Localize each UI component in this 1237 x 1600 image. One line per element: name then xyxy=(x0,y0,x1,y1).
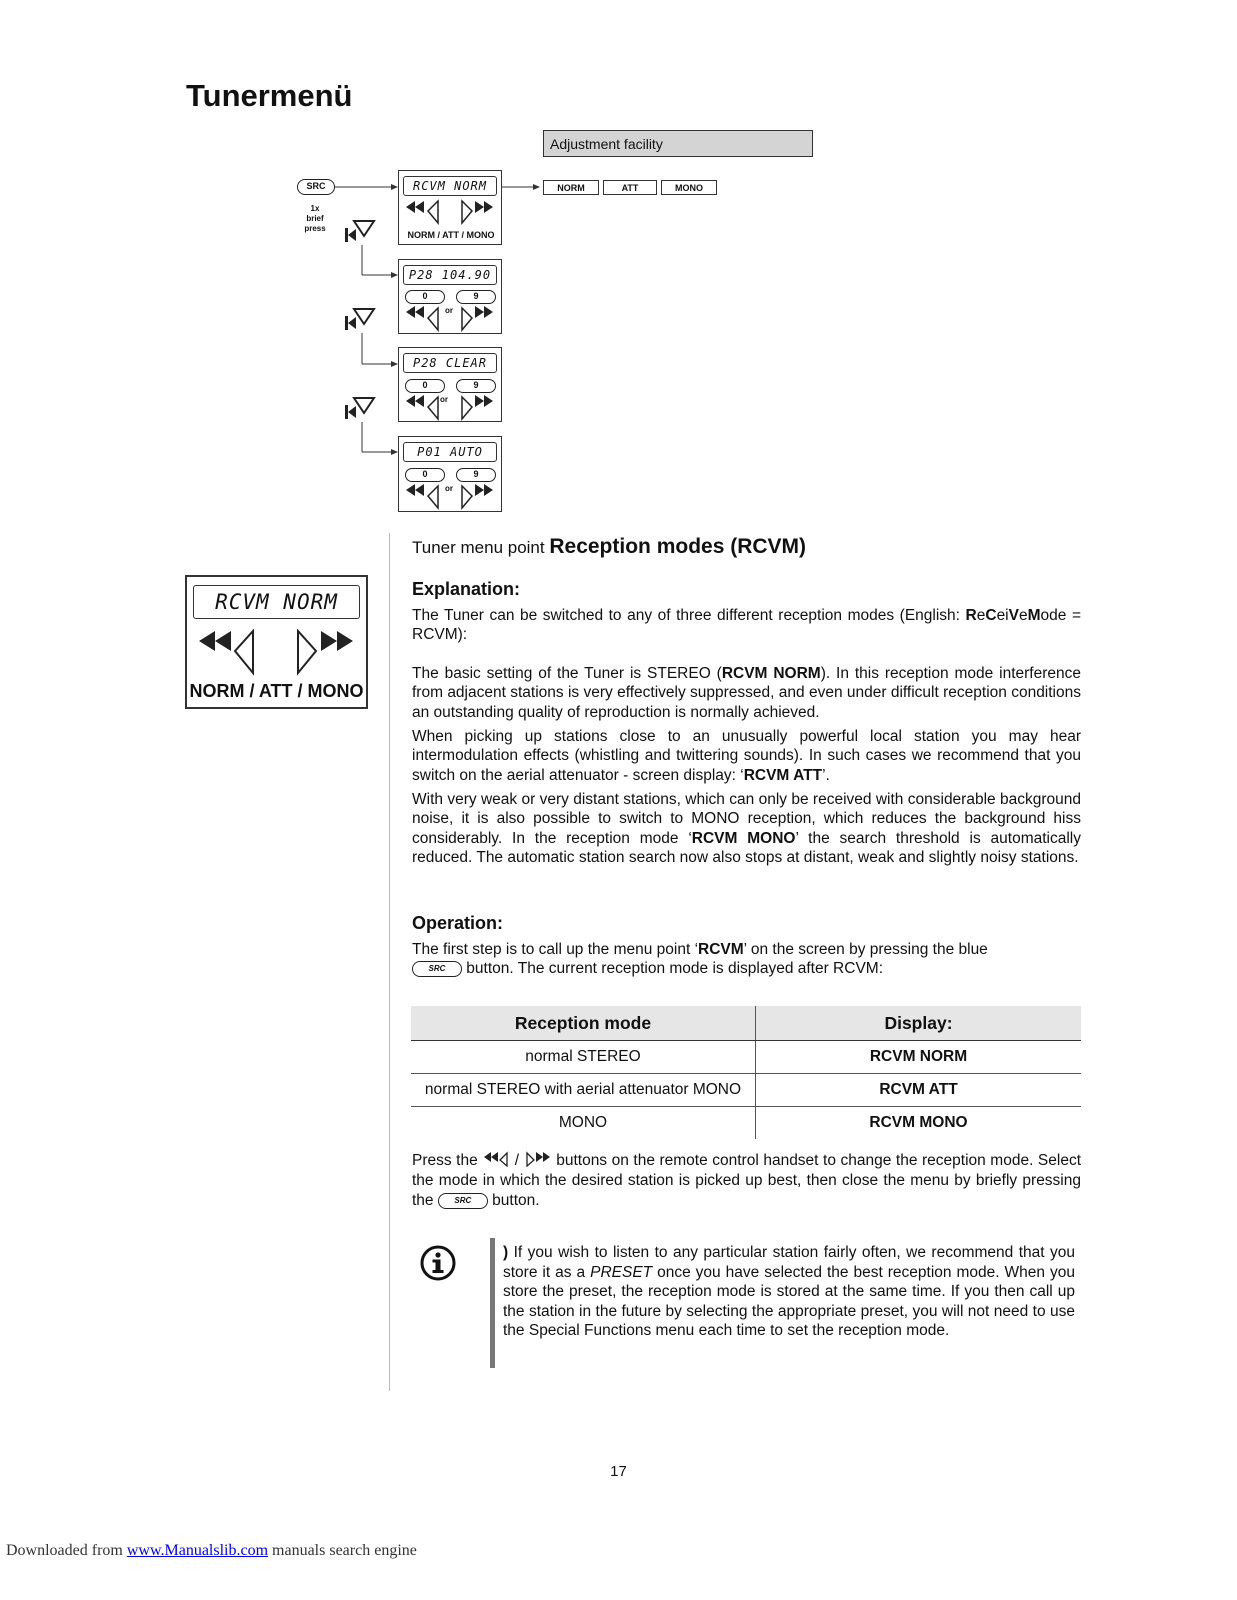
display-cell: RCVM MONO xyxy=(756,1107,1082,1140)
display-cell: RCVM ATT xyxy=(756,1074,1082,1107)
option-att: ATT xyxy=(603,180,657,195)
lcd-display: P28 104.90 xyxy=(403,265,497,285)
explanation-heading: Explanation: xyxy=(412,579,521,599)
table-header-row xyxy=(411,1006,1081,1041)
key-9: 9 xyxy=(456,468,496,482)
operation-heading: Operation: xyxy=(412,913,504,933)
display-cell: RCVM NORM xyxy=(756,1041,1082,1074)
lcd-display: RCVM NORM xyxy=(403,176,497,196)
next-step-icon xyxy=(344,306,376,332)
key-9: 9 xyxy=(456,290,496,304)
explanation-paragraph-4: With very weak or very distant stations, which can only be received with considerable background noise, it is also possible to switch to MONO reception, which reduces the background hiss considerably. In the reception mode ‘RCVM MONO’ the search threshold is automatically reduced. The automatic station search now also stops at distant, weak and slightly noisy stations. xyxy=(412,791,1081,866)
press-hint: 1x brief press xyxy=(304,204,326,233)
flow-connectors xyxy=(0,0,1237,520)
key-9: 9 xyxy=(456,379,496,393)
manualslib-link[interactable]: www.Manualslib.com xyxy=(126,1542,269,1559)
note-text: ) If you wish to listen to any particular station fairly often, we recommend that you store it as a PRESET once you have selected the best reception mode. When you store the preset, the reception mode is stored at the same time. If you then call up the station in the future by selecting the appropriate preset, you will not need to use the Special Functions menu each time to set the reception mode. xyxy=(503,1244,1075,1339)
or-label: or xyxy=(445,484,453,493)
info-icon xyxy=(419,1244,457,1282)
adjustment-facility-label: Adjustment facility xyxy=(543,130,813,157)
table-row xyxy=(411,1107,1081,1140)
reception-mode-table xyxy=(411,1006,1081,1139)
side-display-panel xyxy=(185,575,368,709)
fast-forward-icon xyxy=(524,1151,552,1167)
operation-paragraph: The first step is to call up the menu point ‘RCVM’ on the screen by pressing the blue SRC button. The current reception mode is displayed after RCVM: xyxy=(412,941,988,978)
column-divider xyxy=(389,533,390,1391)
section-heading: Tuner menu point Reception modes (RCVM) xyxy=(412,535,807,558)
key-0: 0 xyxy=(405,379,445,393)
page-title: Tunermenü xyxy=(186,78,353,113)
next-step-icon xyxy=(344,395,376,421)
flow-screen-clear xyxy=(398,347,502,422)
prev-next-icon xyxy=(404,199,496,225)
page-number: 17 xyxy=(610,1463,627,1480)
col-header-display: Display: xyxy=(756,1006,1082,1041)
or-label: or xyxy=(440,395,448,404)
mode-cell: MONO xyxy=(558,1114,608,1131)
col-header-reception-mode: Reception mode xyxy=(411,1006,756,1041)
flow-screen-auto xyxy=(398,436,502,512)
download-footer: Downloaded from www.Manualslib.com manuals search engine xyxy=(6,1542,417,1559)
press-instructions: Press the / buttons on the remote control handset to change the reception mode. Select the mode in which the desired station is picked up best, then close the menu by briefly pressing the SRC button. xyxy=(412,1152,1081,1209)
src-button: SRC xyxy=(297,179,335,195)
or-label: or xyxy=(445,306,453,315)
src-button-inline: SRC xyxy=(412,961,462,977)
mode-cell: normal STEREO xyxy=(411,1041,756,1074)
lcd-display: P01 AUTO xyxy=(403,442,497,462)
explanation-paragraph-1: The Tuner can be switched to any of three different reception modes (English: ReCeiVeMode = RCVM): xyxy=(412,607,1081,644)
table-row xyxy=(411,1074,1081,1107)
key-0: 0 xyxy=(405,290,445,304)
src-button-inline: SRC xyxy=(438,1193,488,1209)
explanation-paragraph-3: When picking up stations close to an unusually powerful local station you may hear intermodulation effects (whistling and twittering sounds). In such cases we recommend that you switch on the aerial attenuator - screen display: ‘RCVM ATT’. xyxy=(412,728,1081,784)
lcd-display: P28 CLEAR xyxy=(403,353,497,373)
key-0: 0 xyxy=(405,468,445,482)
option-mono: MONO xyxy=(661,180,717,195)
table-row xyxy=(411,1041,1081,1074)
lcd-caption: NORM / ATT / MONO xyxy=(407,230,495,240)
next-step-icon xyxy=(344,218,376,244)
flow-screen-preset xyxy=(398,259,502,334)
explanation-paragraph-2: The basic setting of the Tuner is STEREO (RCVM NORM). In this reception mode interference from adjacent stations is very effectively suppressed, and even under difficult reception conditions an outstanding quality of reproduction is normally achieved. xyxy=(412,665,1081,721)
mode-cell: normal STEREO with aerial attenuator MONO xyxy=(411,1074,756,1107)
note-bar xyxy=(490,1238,495,1368)
rewind-icon xyxy=(482,1151,510,1167)
prev-next-icon xyxy=(404,395,496,421)
flow-screen-rcvm xyxy=(398,170,502,245)
option-norm: NORM xyxy=(543,180,599,195)
side-lcd-display: RCVM NORM xyxy=(193,585,360,619)
side-lcd-caption: NORM / ATT / MONO xyxy=(189,681,364,701)
prev-next-icon xyxy=(197,629,359,677)
